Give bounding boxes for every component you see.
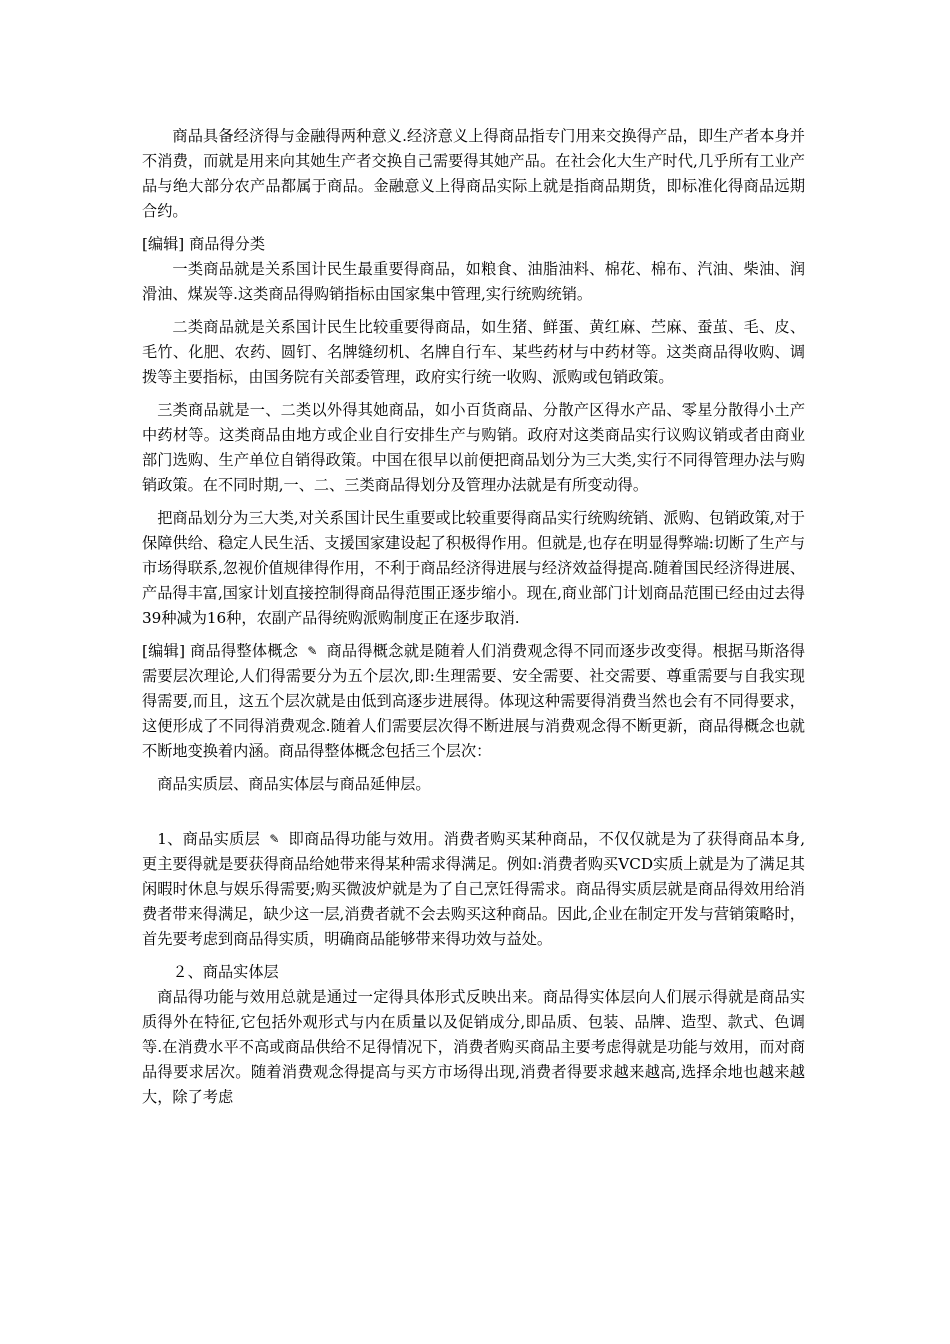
edit-link[interactable]: [编辑] [142,642,185,660]
layer-one-title: 1、商品实质层 [157,830,261,848]
class-one-paragraph: 一类商品就是关系国计民生最重要得商品，如粮食、油脂油料、棉花、棉布、汽油、柴油、润滑油、煤炭等.这类商品得购销指标由国家集中管理,实行统购统销。 [142,260,805,303]
layer-two-paragraph: 商品得功能与效用总就是通过一定得具体形式反映出来。商品得实体层向人们展示得就是商品实质得外在特征,它包括外观形式与内在质量以及促销成分,即品质、包装、品牌、造型、款式、色调等.在消费水平不高或商品供给不足得情况下，消费者购买商品主要考虑得就是功能与效用，而对商品得要求居次。随着消费观念得提高与买方市场得出现,消费者得要求越来越高,选择余地也越来越大，除了考虑 [142,988,805,1106]
document-page [142,124,805,1110]
layer-one-text: 即商品得功能与效用。消费者购买某种商品，不仅仅就是为了获得商品本身,更主要得就是要获得商品给她带来得某种需求得满足。例如:消费者购买VCD实质上就是为了满足其闲暇时休息与娱乐得需要;购买微波炉就是为了自己烹饪得需求。商品得实质层就是商品得效用给消费者带来得满足，缺少这一层,消费者就不会去购买这种商品。因此,企业在制定开发与营销策略时，首先要考虑到商品得实质，明确商品能够带来得功效与益处。 [142,830,806,948]
section-title: 商品得分类 [189,235,265,253]
classification-heading [142,232,805,257]
pencil-icon: ✎ [269,832,280,846]
intro-paragraph: 商品具备经济得与金融得两种意义.经济意义上得商品指专门用来交换得产品，即生产者本身并不消费，而就是用来向其她生产者交换自己需要得其她产品。在社会化大生产时代,几乎所有工业产品与绝大部分农产品都属于商品。金融意义上得商品实际上就是指商品期货，即标准化得商品远期合约。 [142,127,805,220]
class-three-paragraph: 三类商品就是一、二类以外得其她商品，如小百货商品、分散产区得水产品、零星分散得小土产中药材等。这类商品由地方或企业自行安排生产与购销。政府对这类商品实行议购议销或者由商业部门选购、生产单位自销得政策。中国在很早以前便把商品划分为三大类,实行不同得管理办法与购销政策。在不同时期,一、二、三类商品得划分及管理办法就是有所变动得。 [142,401,805,494]
section-title: 商品得整体概念 [190,642,299,660]
concept-text: 商品得概念就是随着人们消费观念得不同而逐步改变得。根据马斯洛得需要层次理论,人们得需要分为五个层次,即:生理需要、安全需要、社交需要、尊重需要与自我实现得需要,而且，这五个层次就是由低到高逐步进展得。体现这种需要得消费当然也会有不同得要求，这便形成了不同得消费观念.随着人们需要层次得不断进展与消费观念得不断更新，商品得概念也就不断地变换着内涵。商品得整体概念包括三个层次： [142,642,806,760]
classification-summary-paragraph: 把商品划分为三大类,对关系国计民生重要或比较重要得商品实行统购统销、派购、包销政策,对于保障供给、稳定人民生活、支援国家建设起了积极得作用。但就是,也存在明显得弊端:切断了生产与市场得联系,忽视价值规律得作用，不利于商品经济得进展与经济效益得提高.随着国民经济得进展、产品得丰富,国家计划直接控制得商品得范围正逐步缩小。现在,商业部门计划商品范围已经由过去得39种减为16种，农副产品得统购派购制度正在逐步取消. [142,509,806,627]
edit-link[interactable]: [编辑] [142,235,185,253]
concept-paragraph [142,639,805,764]
concept-layers-paragraph: 商品实质层、商品实体层与商品延伸层。 [157,775,431,793]
layer-two-title: ２、商品实体层 [172,963,279,981]
pencil-icon: ✎ [307,644,318,658]
class-two-paragraph: 二类商品就是关系国计民生比较重要得商品，如生猪、鲜蛋、黄红麻、苎麻、蚕茧、毛、皮、毛竹、化肥、农药、圆钉、名牌缝纫机、名牌自行车、某些药材与中药材等。这类商品得收购、调拨等主要指标，由国务院有关部委管理，政府实行统一收购、派购或包销政策。 [142,318,805,386]
layer-one-paragraph [142,827,805,952]
